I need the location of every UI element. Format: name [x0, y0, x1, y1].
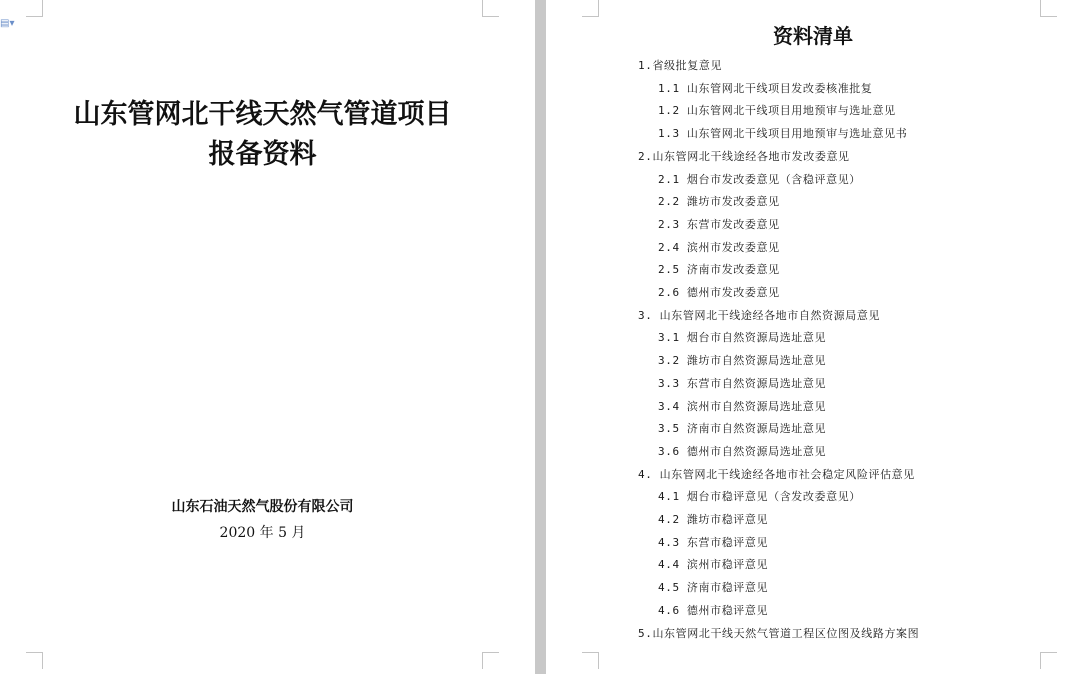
- corner-mark-top-right: [482, 0, 499, 17]
- list-item: 2.2 潍坊市发改委意见: [658, 195, 780, 209]
- list-item: 2.5 济南市发改委意见: [658, 263, 780, 277]
- cover-company: 山东石油天然气股份有限公司: [171, 499, 354, 515]
- list-item: 4.3 东营市稳评意见: [658, 535, 769, 549]
- corner-mark-bottom-left: [26, 652, 43, 669]
- corner-mark-bottom-right: [1040, 652, 1057, 669]
- page-gutter: [535, 0, 546, 674]
- list-item: 3.6 德州市自然资源局选址意见: [658, 444, 827, 458]
- list-item: 4.1 烟台市稳评意见（含发改委意见）: [658, 490, 861, 504]
- cover-title-line-2: 报备资料: [208, 139, 317, 170]
- corner-mark-bottom-left: [582, 652, 599, 669]
- cover-date: 2020 年 5 月: [219, 525, 306, 541]
- list-item: 2.4 滨州市发改委意见: [658, 240, 780, 254]
- list-item: 3.2 潍坊市自然资源局选址意见: [658, 354, 827, 368]
- list-item: 2.3 东营市发改委意见: [658, 217, 780, 231]
- list-section-heading: 3. 山东管网北干线途经各地市自然资源局意见: [638, 308, 881, 322]
- list-item: 4.2 潍坊市稳评意见: [658, 513, 769, 526]
- list-item: 4.4 滨州市稳评意见: [658, 558, 769, 572]
- corner-mark-top-left: [582, 0, 599, 17]
- list-item: 4.5 济南市稳评意见: [658, 581, 769, 595]
- list-item: 2.1 烟台市发改委意见（含稳评意见）: [658, 172, 861, 186]
- list-item: 3.1 烟台市自然资源局选址意见: [658, 331, 827, 345]
- list-item: 3.3 东营市自然资源局选址意见: [658, 376, 827, 390]
- layout-options-icon[interactable]: ▤▾: [0, 18, 15, 29]
- list-item: 4.6 德州市稳评意见: [658, 603, 769, 617]
- list-section-heading: 5.山东管网北干线天然气管道工程区位图及线路方案图: [638, 626, 920, 640]
- list-section-heading: 1.省级批复意见: [638, 59, 723, 72]
- list-item: 3.5 济南市自然资源局选址意见: [658, 422, 827, 436]
- cover-title-line-1: 山东管网北干线天然气管道项目: [73, 99, 452, 130]
- corner-mark-top-left: [26, 0, 43, 17]
- corner-mark-bottom-right: [482, 652, 499, 669]
- list-section-heading: 2.山东管网北干线途经各地市发改委意见: [638, 149, 850, 163]
- list-item: 1.1 山东管网北干线项目发改委核准批复: [658, 81, 873, 95]
- list-item: 1.3 山东管网北干线项目用地预审与选址意见书: [658, 127, 908, 141]
- list-title: 资料清单: [773, 24, 853, 48]
- list-item: 1.2 山东管网北干线项目用地预审与选址意见: [658, 104, 896, 118]
- list-section-heading: 4. 山东管网北干线途经各地市社会稳定风险评估意见: [638, 467, 915, 481]
- list-item: 3.4 滨州市自然资源局选址意见: [658, 399, 827, 413]
- list-item: 2.6 德州市发改委意见: [658, 286, 780, 299]
- corner-mark-top-right: [1040, 0, 1057, 17]
